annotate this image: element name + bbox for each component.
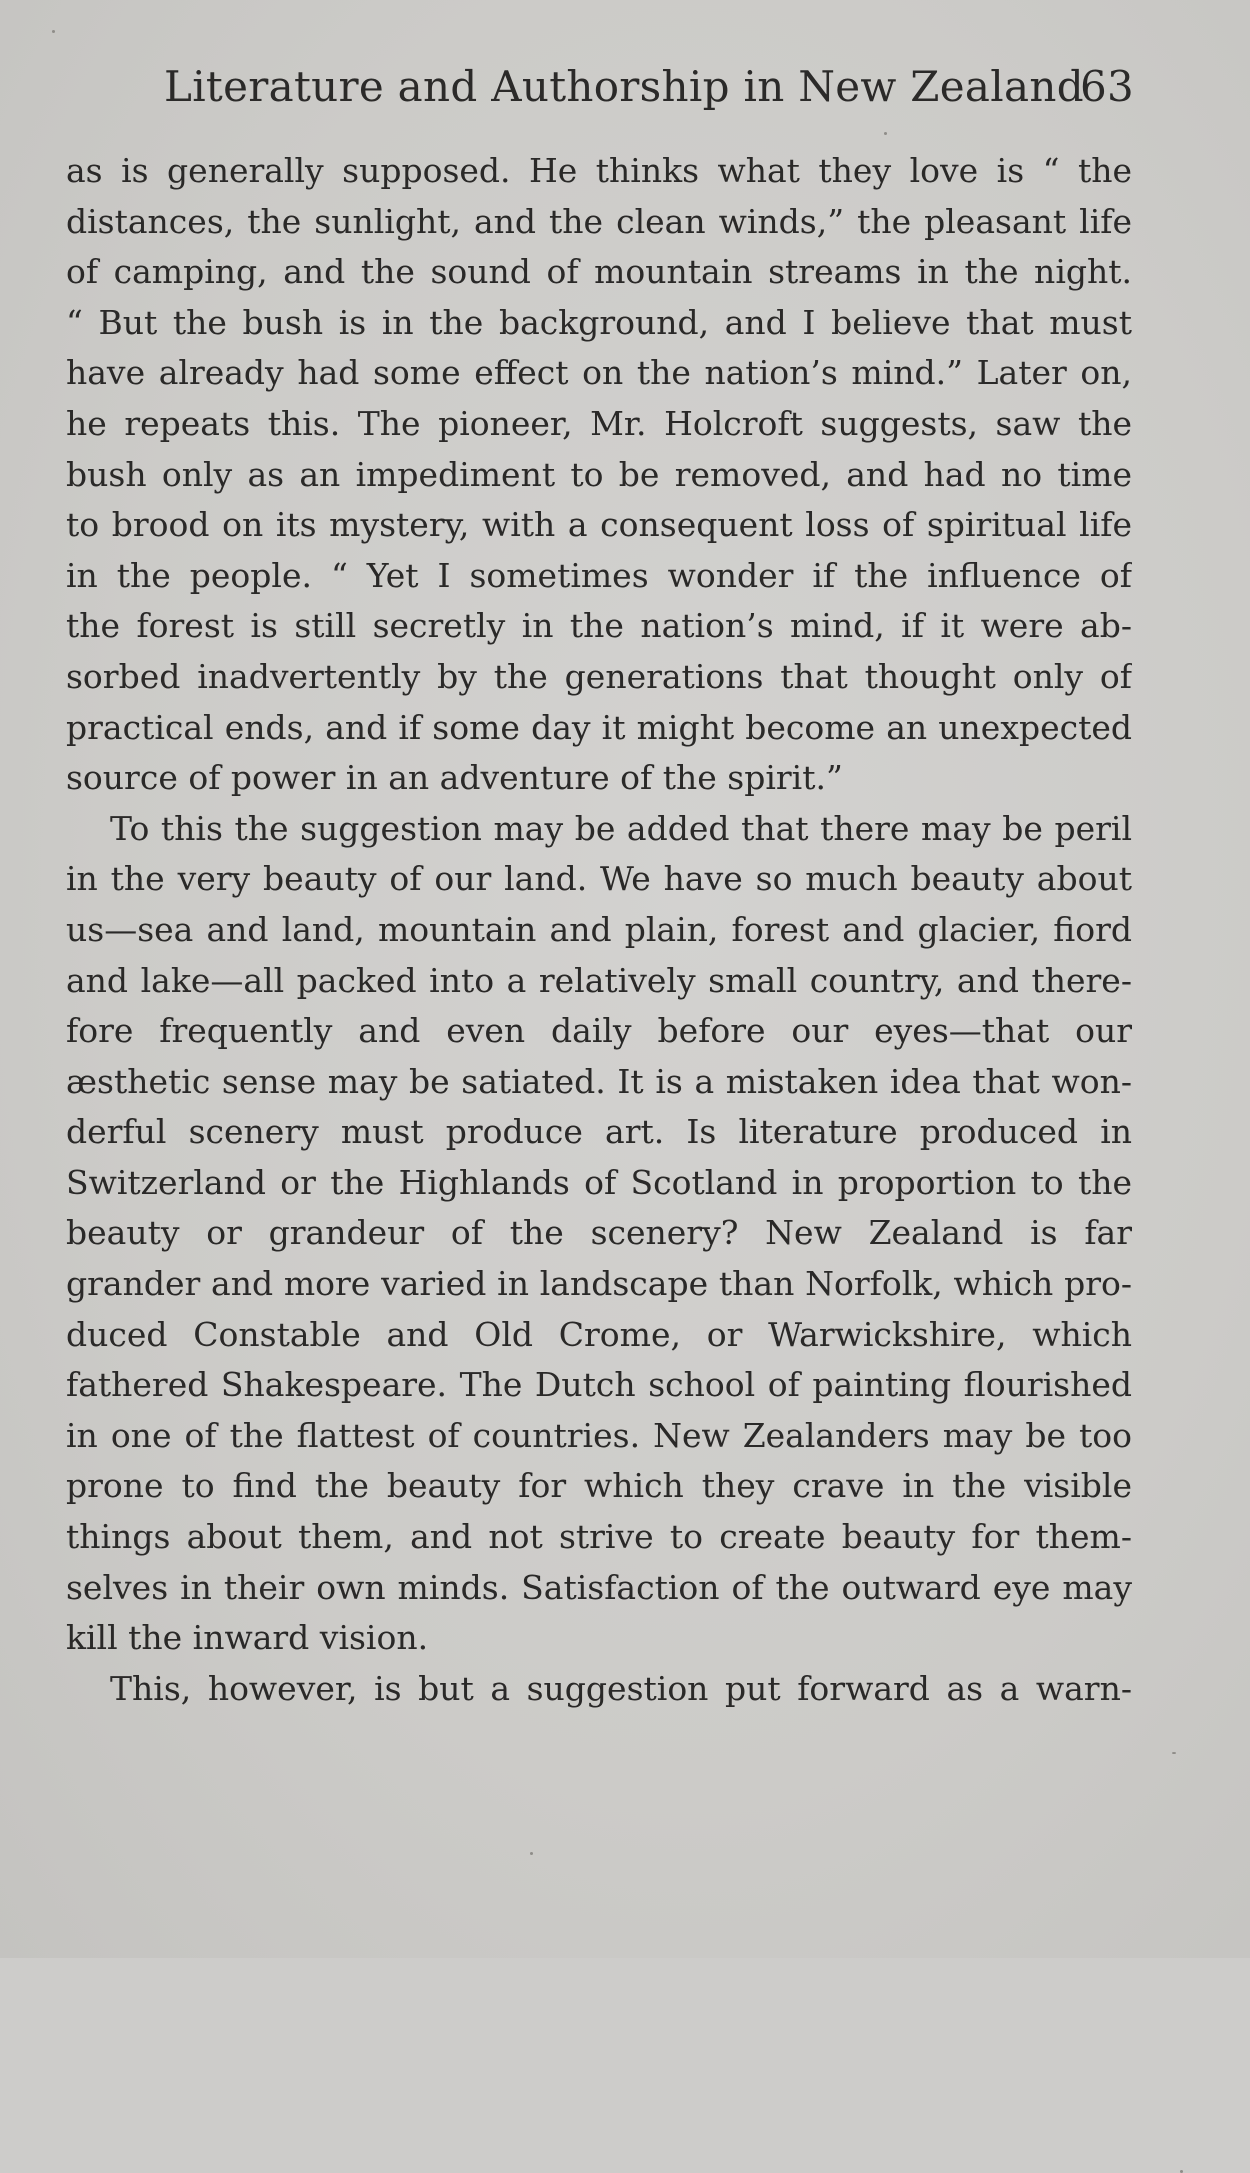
paper-speck: [530, 1852, 533, 1855]
text-line: source of power in an adventure of the spirit.”: [66, 758, 843, 798]
text-line: things about them, and not strive to create beauty for them-: [66, 1517, 1132, 1557]
text-line: fathered Shakespeare. The Dutch school of painting flourished: [66, 1365, 1132, 1405]
text-line: æsthetic sense may be satiated. It is a mistaken idea that won-: [66, 1061, 1132, 1101]
paper-speck: [1172, 1752, 1176, 1754]
text-line: the forest is still secretly in the nation’s mind, if it were ab-: [66, 606, 1132, 646]
text-line: prone to find the beauty for which they crave in the visible: [66, 1466, 1132, 1506]
text-line: as is generally supposed. He thinks what they love is “ the: [66, 151, 1132, 190]
page-number: 63: [1079, 62, 1134, 111]
paper-speck: [52, 30, 55, 33]
text-line: beauty or grandeur of the scenery? New Zealand is far: [66, 1213, 1132, 1253]
text-line: in the people. “ Yet I sometimes wonder if the influence of: [66, 555, 1132, 595]
text-line: fore frequently and even daily before our eyes—that our: [66, 1011, 1132, 1051]
text-line: of camping, and the sound of mountain streams in the night.: [66, 252, 1132, 292]
text-line: sorbed inadvertently by the generations that thought only of: [66, 656, 1132, 696]
text-line: have already had some effect on the nation’s mind.” Later on,: [66, 353, 1132, 393]
text-line: in the very beauty of our land. We have so much beauty about: [66, 859, 1132, 899]
text-line: in one of the flattest of countries. New Zealanders may be too: [66, 1415, 1132, 1455]
text-line: kill the inward vision.: [66, 1618, 429, 1658]
paragraph-3: [66, 1664, 1132, 1715]
text-line: duced Constable and Old Crome, or Warwickshire, which: [66, 1314, 1132, 1354]
text-line: grander and more varied in landscape than Norfolk, which pro-: [66, 1264, 1132, 1304]
text-line: This, however, is but a suggestion put forward as a warn-: [110, 1668, 1132, 1708]
running-head: Literature and Authorship in New Zealand: [164, 62, 1084, 111]
body-text: [66, 146, 1132, 1714]
text-line: practical ends, and if some day it might become an unexpected: [66, 707, 1132, 747]
text-line: distances, the sunlight, and the clean winds,” the pleasant life: [66, 201, 1132, 241]
text-line: us—sea and land, mountain and plain, forest and glacier, fiord: [66, 909, 1132, 949]
text-line: selves in their own minds. Satisfaction of the outward eye may: [66, 1567, 1132, 1607]
text-line: he repeats this. The pioneer, Mr. Holcroft suggests, saw the: [66, 403, 1132, 443]
text-line: To this the suggestion may be added that there may be peril: [110, 808, 1132, 848]
paragraph-1: [66, 146, 1132, 804]
text-line: bush only as an impediment to be removed, and had no time: [66, 454, 1132, 494]
text-line: and lake—all packed into a relatively small country, and there-: [66, 960, 1132, 1000]
text-line: to brood on its mystery, with a consequent loss of spiritual life: [66, 505, 1132, 545]
page-header: [164, 62, 1134, 122]
paper-speck: [884, 132, 887, 135]
text-line: “ But the bush is in the background, and I believe that must: [66, 302, 1132, 342]
text-line: derful scenery must produce art. Is literature produced in: [66, 1112, 1132, 1152]
text-line: Switzerland or the Highlands of Scotland in proportion to the: [66, 1162, 1132, 1202]
paragraph-2: [66, 804, 1132, 1664]
